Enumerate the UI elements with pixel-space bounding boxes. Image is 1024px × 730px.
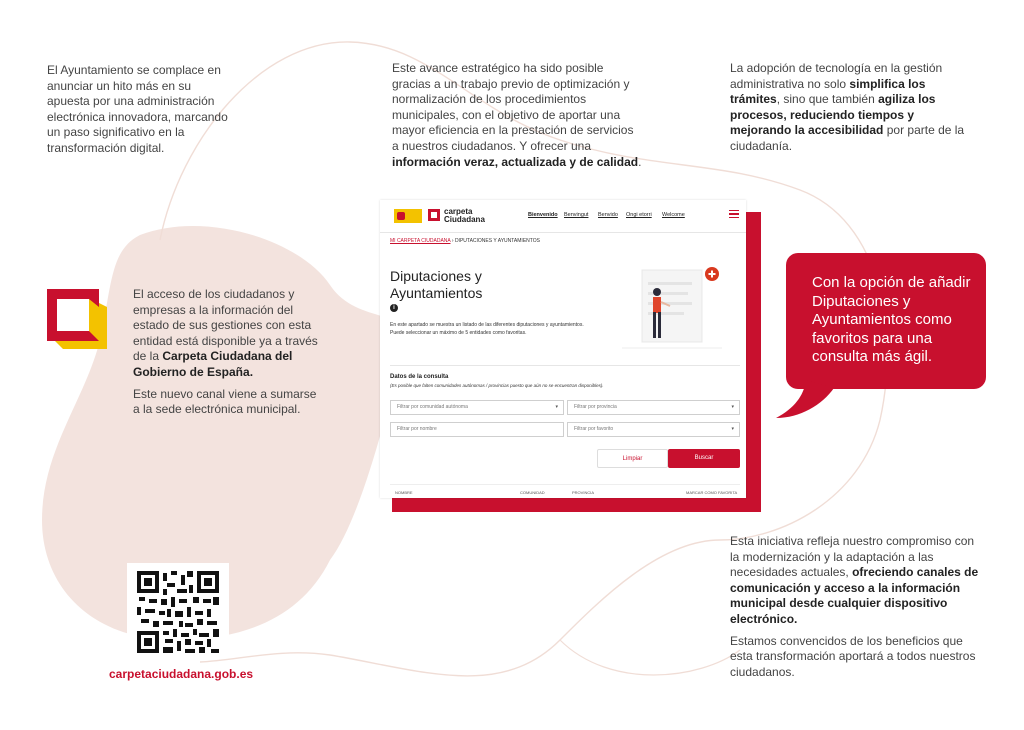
access-paragraph [133,287,323,418]
technology-bold-2: agiliza los procesos, reduciendo tiempos y mejorando la accesibilidad [730,92,936,138]
screenshot-brand [444,208,485,224]
column-header-favorite: MARCAR COMO FAVORITA [686,490,738,495]
table-divider [390,484,740,485]
initiative-text: Esta iniciativa refleja nuestro compromiso con la modernización y la adaptación a las necesidades actuales, [730,534,975,580]
technology-text-1: La adopción de tecnología en la gestión administrativa no solo [730,61,943,91]
brand-line-1: carpeta [444,207,473,216]
name-input[interactable] [390,422,564,437]
community-select[interactable] [390,400,564,415]
breadcrumb-current: DIPUTACIONES Y AYUNTAMIENTOS [454,238,540,244]
carpeta-mini-logo-icon [428,209,440,221]
section-divider [390,365,740,366]
column-header-province: PROVINCIA [572,490,595,495]
person-illustration-icon [612,262,732,354]
carpeta-ciudadana-logo-icon [47,289,107,349]
bubble-text: Con la opción de añadir Diputaciones y Ayuntamientos como favoritos para una consulta más ágil. [812,274,971,365]
nav-welcome[interactable]: Welcome [662,212,685,218]
favorite-select[interactable] [567,422,740,437]
website-url[interactable]: carpetaciudadana.gob.es [109,667,254,681]
carpeta-screenshot [380,200,746,498]
initiative-bold: ofreciendo canales de comunicación y acceso a la información municipal desde cualquier dispositivo electrónico. [730,565,979,626]
access-text: El acceso de los ciudadanos y empresas a la información del estado de sus gestiones con esta entidad está disponible ya a través de la [133,287,318,364]
query-section-title: Datos de la consulta [390,374,449,380]
nav-benvido[interactable]: Benvido [598,212,618,218]
spain-coat-icon [394,209,422,223]
chevron-down-icon: ▾ [555,404,558,410]
intro-paragraph [47,63,232,157]
technology-text-3: por parte de la ciudadanía. [730,123,965,153]
outline-curve-2 [560,640,740,675]
search-button[interactable]: Buscar [668,449,740,468]
page-title: Diputaciones y Ayuntamientos [390,268,483,301]
strategy-paragraph [392,61,642,170]
province-select-label: Filtrar por provincia [574,404,617,410]
technology-bold-1: simplifica los trámites [730,76,926,107]
clear-button[interactable]: Limpiar [597,449,668,468]
initiative-text-2: Estamos convencidos de los beneficios que esta transformación aportará a todos nuestros ciudadanos. [730,633,976,679]
favorite-select-label: Filtrar por favorito [574,426,614,432]
chevron-down-icon: ▾ [731,404,734,410]
province-select[interactable] [567,400,740,415]
strategy-end: . [638,154,642,169]
screenshot-header [380,200,746,233]
query-section-note: (Es posible que falten comunidades autónomas / provincias puesto que aún no se encuentran disponibles). [390,383,604,388]
technology-text-2: , sino que también [776,92,879,107]
nav-benvingut[interactable]: Benvingut [564,212,589,218]
initiative-paragraph [730,534,980,680]
technology-paragraph [730,61,970,155]
breadcrumb [390,238,540,244]
strategy-bold: información veraz, actualizada y de calidad [392,154,639,169]
info-icon[interactable]: i [390,304,398,312]
column-header-name: NOMBRE [395,490,413,495]
strategy-text: Este avance estratégico ha sido posible gracias a un trabajo previo de optimización y normalización de los procedimientos municipales, con el objetivo de aportar una mayor eficiencia en la prestación de servicios a nuestros ciudadanos. Y ofrecer una [392,61,634,153]
access-text-2: Este nuevo canal viene a sumarse a la sede electrónica municipal. [133,386,317,417]
nav-ongi-etorri[interactable]: Ongi etorri [626,212,652,218]
breadcrumb-separator: › [451,238,454,244]
chevron-down-icon: ▾ [731,426,734,432]
intro-text: El Ayuntamiento se complace en anunciar un hito más en su apuesta por una administración electrónica innovadora, marcando un paso significativo en la transformación digital. [47,63,228,155]
community-select-label: Filtrar por comunidad autónoma [397,404,468,410]
breadcrumb-home[interactable]: MI CARPETA CIUDADANA [390,238,451,244]
menu-icon[interactable] [729,210,739,218]
nav-bienvenido[interactable]: Bienvenido [528,212,558,218]
name-input-placeholder: Filtrar por nombre [397,426,437,432]
page-description: En este apartado se muestra un listado de las diferentes diputaciones y ayuntamientos. Puede seleccionar un máximo de 5 entidades como favoritas. [390,322,584,336]
brand-line-2: Ciudadana [444,215,485,224]
column-header-community: COMUNIDAD [520,490,545,495]
qr-code-icon[interactable] [137,571,219,653]
carpeta-link-text: Carpeta Ciudadana del Gobierno de España. [133,349,293,379]
